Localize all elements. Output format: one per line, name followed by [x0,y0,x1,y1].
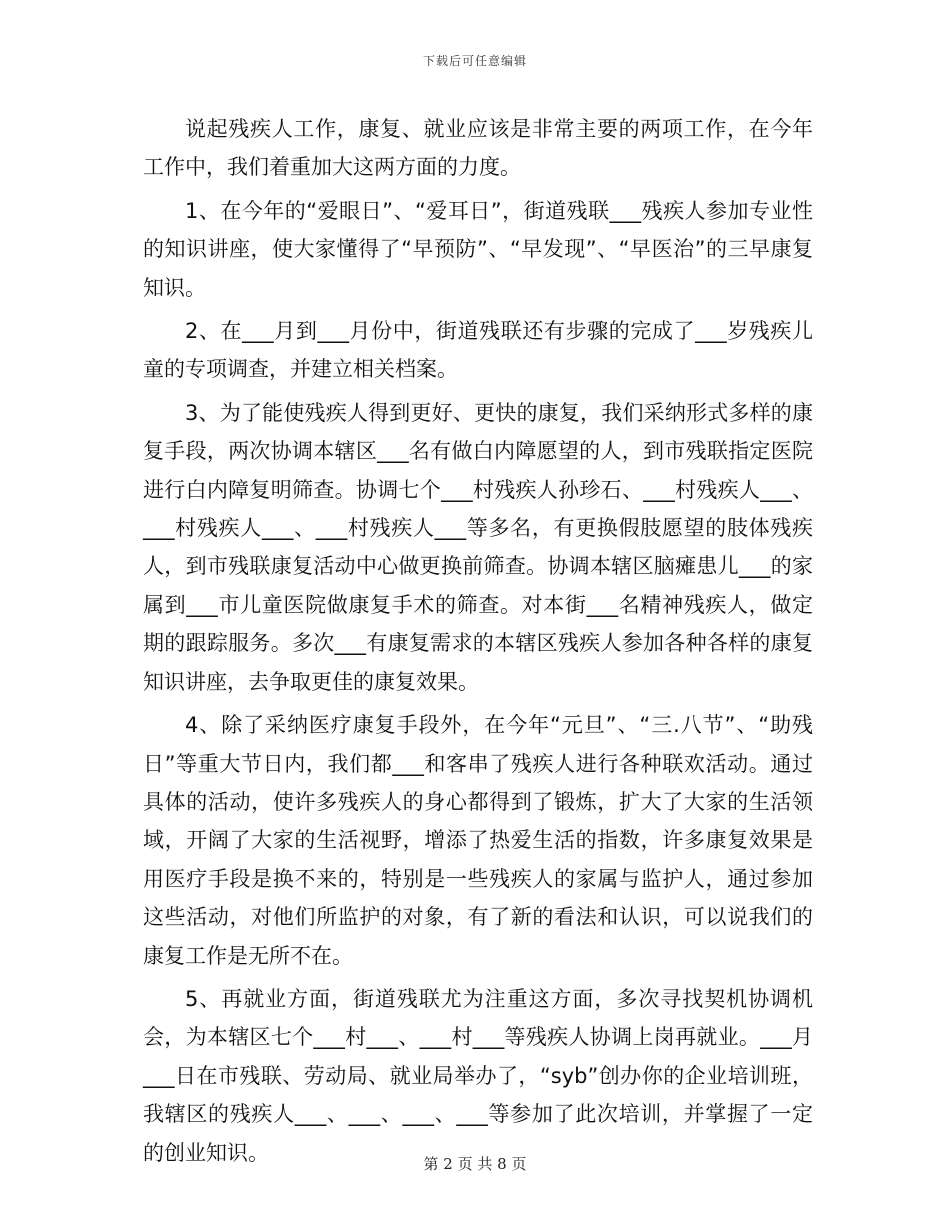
paragraph-item-3: 3、为了能使残疾人得到更好、更快的康复，我们采纳形式多样的康复手段，两次协调本辖区___名有做白内障愿望的人，到市残联指定医院进行白内障复明筛查。协调七个___村残疾人孙珍石、___村残疾人___、___村残疾人___、___村残疾人___等多名，有更换假肢愿望的肢体残疾人，到市残联康复活动中心做更换前筛查。协调本辖区脑瘫患儿___的家属到___市儿童医院做康复手术的筛查。对本街___名精神残疾人，做定期的跟踪服务。多次___有康复需求的本辖区残疾人参加各种各样的康复知识讲座，去争取更佳的康复效果。 [143,400,813,694]
page-number: 第 2 页 共 8 页 [423,1155,527,1173]
paragraph-item-1: 1、在今年的“爱眼日”、“爱耳日”，街道残联___残疾人参加专业性的知识讲座，使大家懂得了“早预防”、“早发现”、“早医治”的三早康复知识。 [143,198,813,300]
document-body [143,110,813,1172]
page-header: 下载后可任意编辑 [422,54,527,68]
paragraph-item-2: 2、在___月到___月份中，街道残联还有步骤的完成了___岁残疾儿童的专项调查，并建立相关档案。 [143,319,813,382]
paragraph-intro: 说起残疾人工作，康复、就业应该是非常主要的两项工作，在今年工作中，我们着重加大这两方面的力度。 [143,117,813,180]
paragraph-item-5: 5、再就业方面，街道残联尤为注重这方面，多次寻找契机协调机会，为本辖区七个___村___、___村___等残疾人协调上岗再就业。___月___日在市残联、劳动局、就业局举办了，“syb”创办你的企业培训班，我辖区的残疾人___、___、___、___等参加了此次培训，并掌握了一定的创业知识。 [143,986,813,1165]
paragraph-item-4: 4、除了采纳医疗康复手段外，在今年“元旦”、“三.八节”、“助残日”等重大节日内，我们都___和客串了残疾人进行各种联欢活动。通过具体的活动，使许多残疾人的身心都得到了锻炼，扩大了大家的生活领域，开阔了大家的生活视野，增添了热爱生活的指数，许多康复效果是用医疗手段是换不来的，特别是一些残疾人的家属与监护人，通过参加这些活动，对他们所监护的对象，有了新的看法和认识，可以说我们的康复工作是无所不在。 [143,713,813,968]
